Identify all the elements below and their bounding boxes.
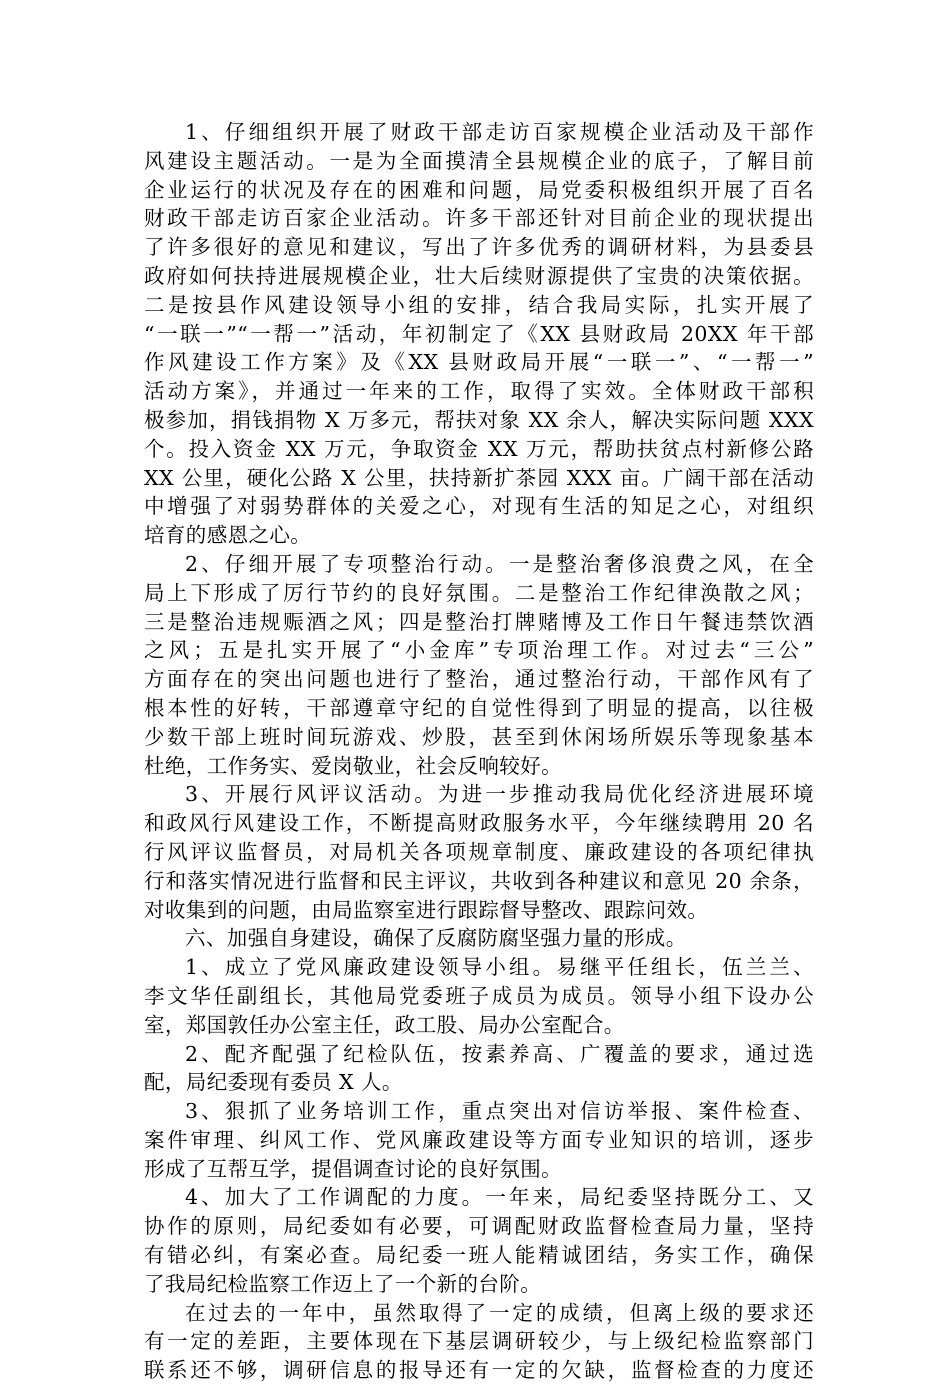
text-line: 财政干部走访百家企业活动。许多干部还针对目前企业的现状提出 [144, 206, 814, 231]
text-line: 了许多很好的意见和建议，写出了许多优秀的调研材料，为县委县 [144, 235, 814, 260]
text-line: 和政风行风建设工作，不断提高财政服务水平，今年继续聘用 20 名 [144, 811, 814, 836]
text-line: 有错必纠，有案必查。局纪委一班人能精诚团结，务实工作，确保 [144, 1243, 814, 1268]
text-line: 风建设主题活动。一是为全面摸清全县规模企业的底子，了解目前 [144, 148, 814, 173]
text-line: 在过去的一年中，虽然取得了一定的成绩，但离上级的要求还 [185, 1300, 814, 1325]
text-line: 2、仔细开展了专项整治行动。一是整治奢侈浪费之风，在全 [185, 551, 814, 576]
text-line: “一联一”“一帮一”活动，年初制定了《XX 县财政局 20XX 年干部 [144, 321, 814, 346]
text-line: 对收集到的问题，由局监察室进行跟踪督导整改、跟踪问效。 [144, 897, 709, 922]
text-line: 2、配齐配强了纪检队伍，按素养高、广覆盖的要求，通过选 [185, 1041, 814, 1066]
text-line: 极参加，捐钱捐物 X 万多元，帮扶对象 XX 余人，解决实际问题 XXX [144, 407, 814, 432]
text-line: 案件审理、纠风工作、党风廉政建设等方面专业知识的培训，逐步 [144, 1127, 814, 1152]
text-line: 李文华任副组长，其他局党委班子成员为成员。领导小组下设办公 [144, 983, 814, 1008]
text-line: 活动方案》，并通过一年来的工作，取得了实效。全体财政干部积 [144, 379, 814, 404]
text-line: 4、加大了工作调配的力度。一年来，局纪委坚持既分工、又 [185, 1185, 814, 1210]
text-line: 3、狠抓了业务培训工作，重点突出对信访举报、案件检查、 [185, 1099, 814, 1124]
text-line: 联系还不够，调研信息的报导还有一定的欠缺，监督检查的力度还 [144, 1358, 814, 1383]
text-line: 杜绝，工作务实、爱岗敬业，社会反响较好。 [144, 753, 562, 778]
text-line: 中增强了对弱势群体的关爱之心，对现有生活的知足之心，对组织 [144, 494, 814, 519]
text-line: 1、仔细组织开展了财政干部走访百家规模企业活动及干部作 [185, 120, 814, 144]
text-line: 室，郑国敦任办公室主任，政工股、局办公室配合。 [144, 1012, 625, 1037]
text-line: 企业运行的状况及存在的困难和问题，局党委积极组织开展了百名 [144, 177, 814, 202]
text-line: 形成了互帮互学，提倡调查讨论的良好氛围。 [144, 1156, 562, 1181]
text-line: 局上下形成了厉行节约的良好氛围。二是整治工作纪律涣散之风； [144, 580, 814, 605]
text-line: 六、加强自身建设，确保了反腐防腐坚强力量的形成。 [185, 926, 687, 951]
text-line: 之风；五是扎实开展了“小金库”专项治理工作。对过去“三公” [144, 638, 814, 663]
document-body [144, 118, 814, 1385]
text-line: 协作的原则，局纪委如有必要，可调配财政监督检查局力量，坚持 [144, 1214, 814, 1239]
text-line: 根本性的好转，干部遵章守纪的自觉性得到了明显的提高，以往极 [144, 695, 814, 720]
text-line: 3、开展行风评议活动。为进一步推动我局优化经济进展环境 [185, 782, 814, 807]
text-line: 1、成立了党风廉政建设领导小组。易继平任组长，伍兰兰、 [185, 955, 814, 980]
text-line: 行风评议监督员，对局机关各项规章制度、廉政建设的各项纪律执 [144, 839, 814, 864]
text-line: 二是按县作风建设领导小组的安排，结合我局实际，扎实开展了 [144, 292, 814, 317]
text-line: 了我局纪检监察工作迈上了一个新的台阶。 [144, 1271, 542, 1296]
text-line: 个。投入资金 XX 万元，争取资金 XX 万元，帮助扶贫点村新修公路 [144, 436, 814, 461]
text-line: 政府如何扶持进展规模企业，壮大后续财源提供了宝贵的决策依据。 [144, 263, 814, 288]
text-line: 配，局纪委现有委员 X 人。 [144, 1070, 403, 1095]
text-line: XX 公里，硬化公路 X 公里，扶持新扩茶园 XXX 亩。广阔干部在活动 [144, 465, 814, 490]
text-line: 方面存在的突出问题也进行了整治，通过整治行动，干部作风有了 [144, 667, 814, 692]
text-line: 行和落实情况进行监督和民主评议，共收到各种建议和意见 20 余条， [144, 868, 814, 893]
text-line: 少数干部上班时间玩游戏、炒股，甚至到休闲场所娱乐等现象基本 [144, 724, 814, 749]
text-line: 有一定的差距，主要体现在下基层调研较少，与上级纪检监察部门 [144, 1329, 814, 1354]
text-line: 培育的感恩之心。 [144, 523, 312, 548]
text-line: 作风建设工作方案》及《XX 县财政局开展“一联一”、“一帮一” [144, 350, 814, 375]
text-line: 三是整治违规赈酒之风；四是整治打牌赌博及工作日午餐违禁饮酒 [144, 609, 814, 634]
